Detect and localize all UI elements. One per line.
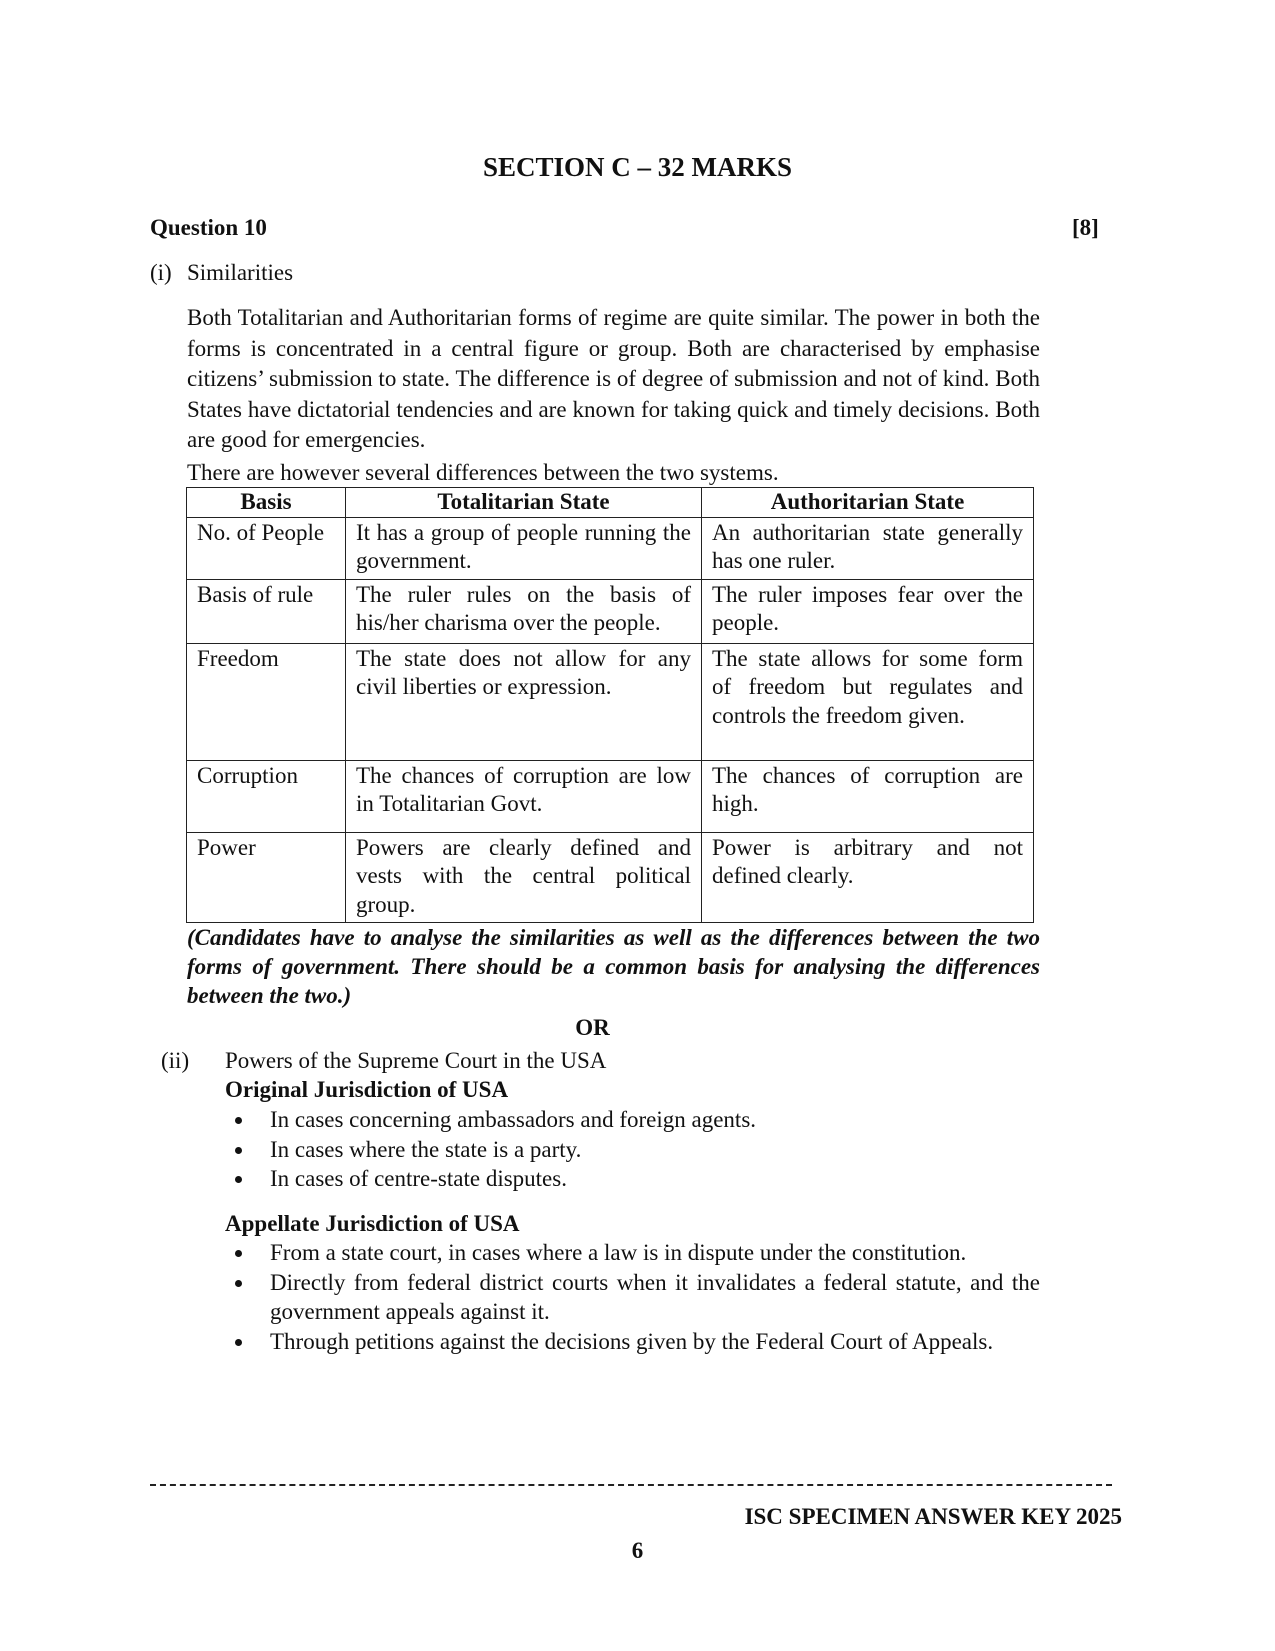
- bullet-icon: [235, 1176, 242, 1183]
- footer-divider: [150, 1484, 1112, 1486]
- header-authoritarian: Authoritarian State: [702, 488, 1034, 518]
- cell-basis: Power: [187, 832, 346, 923]
- table-row: [187, 760, 1034, 832]
- differences-intro: There are however several differences between the two systems.: [187, 460, 779, 485]
- header-basis: Basis: [187, 488, 346, 518]
- comparison-table: [186, 487, 1034, 923]
- cell-totalitarian: The chances of corruption are low in Totalitarian Govt.: [346, 760, 702, 832]
- list-item-text: Directly from federal district courts when it invalidates a federal statute, and the government appeals against it.: [270, 1269, 1040, 1324]
- cell-basis: Basis of rule: [187, 579, 346, 643]
- list-item-text: Through petitions against the decisions given by the Federal Court of Appeals.: [270, 1328, 994, 1354]
- bullet-icon: [235, 1280, 242, 1287]
- list-item: [225, 1327, 1040, 1357]
- bullet-icon: [235, 1117, 242, 1124]
- examiner-note: (Candidates have to analyse the similarities as well as the differences between the two forms of government. There should be a common basis for analysing the differences between the two.): [187, 925, 1040, 1008]
- cell-authoritarian: The state allows for some form of freedom but regulates and controls the freedom given.: [702, 643, 1034, 760]
- list-item-text: In cases concerning ambassadors and foreign agents.: [270, 1107, 757, 1132]
- original-jurisdiction-list: [225, 1105, 1040, 1194]
- or-label: OR: [575, 1015, 610, 1040]
- cell-totalitarian: The ruler rules on the basis of his/her charisma over the people.: [346, 579, 702, 643]
- cell-authoritarian: The chances of corruption are high.: [702, 760, 1034, 832]
- header-totalitarian: Totalitarian State: [346, 488, 702, 518]
- bullet-icon: [235, 1339, 242, 1346]
- list-item: [225, 1268, 1040, 1327]
- appellate-jurisdiction-heading: Appellate Jurisdiction of USA: [225, 1211, 520, 1236]
- bullet-icon: [235, 1250, 242, 1257]
- cell-basis: Corruption: [187, 760, 346, 832]
- list-item-text: In cases where the state is a party.: [270, 1136, 582, 1162]
- question-marks: [8]: [1072, 215, 1099, 240]
- appellate-jurisdiction-list: [225, 1238, 1040, 1356]
- cell-authoritarian: The ruler imposes fear over the people.: [702, 579, 1034, 643]
- list-item: [225, 1164, 1040, 1194]
- page-number: 6: [631, 1538, 644, 1563]
- cell-basis: No. of People: [187, 517, 346, 579]
- cell-totalitarian: The state does not allow for any civil liberties or expression.: [346, 643, 702, 760]
- list-item: [225, 1105, 1040, 1135]
- cell-totalitarian: Powers are clearly defined and vests with the central political group.: [346, 832, 702, 923]
- table-row: [187, 517, 1034, 579]
- section-title: SECTION C – 32 MARKS: [482, 152, 793, 182]
- bullet-icon: [235, 1147, 242, 1154]
- list-item-text: In cases of centre-state disputes.: [270, 1166, 567, 1191]
- part-ii-title: Powers of the Supreme Court in the USA: [225, 1048, 607, 1073]
- list-item: [225, 1135, 1040, 1165]
- list-item: [225, 1238, 1040, 1268]
- cell-basis: Freedom: [187, 643, 346, 760]
- part-ii-number: (ii): [161, 1048, 190, 1073]
- table-row: [187, 832, 1034, 923]
- list-item-text: From a state court, in cases where a law is in dispute under the constitution.: [270, 1240, 967, 1265]
- cell-authoritarian: Power is arbitrary and not defined clearly.: [702, 832, 1034, 923]
- question-label: Question 10: [150, 215, 267, 240]
- part-i-number: (i): [150, 260, 172, 285]
- part-i-title: Similarities: [187, 260, 294, 285]
- footer-title: ISC SPECIMEN ANSWER KEY 2025: [744, 1504, 1122, 1529]
- similarities-paragraph: Both Totalitarian and Authoritarian forms of regime are quite similar. The power in both the forms is concentrated in a central figure or group. Both are characterised by emphasise citizens’ submission to state. The difference is of degree of submission and not of kind. Both States have dictatorial tendencies and are known for taking quick and timely decisions. Both are good for emergencies.: [187, 305, 1040, 452]
- table-header-row: [187, 488, 1034, 518]
- cell-totalitarian: It has a group of people running the government.: [346, 517, 702, 579]
- table-row: [187, 579, 1034, 643]
- table-row: [187, 643, 1034, 760]
- cell-authoritarian: An authoritarian state generally has one ruler.: [702, 517, 1034, 579]
- original-jurisdiction-heading: Original Jurisdiction of USA: [225, 1077, 509, 1102]
